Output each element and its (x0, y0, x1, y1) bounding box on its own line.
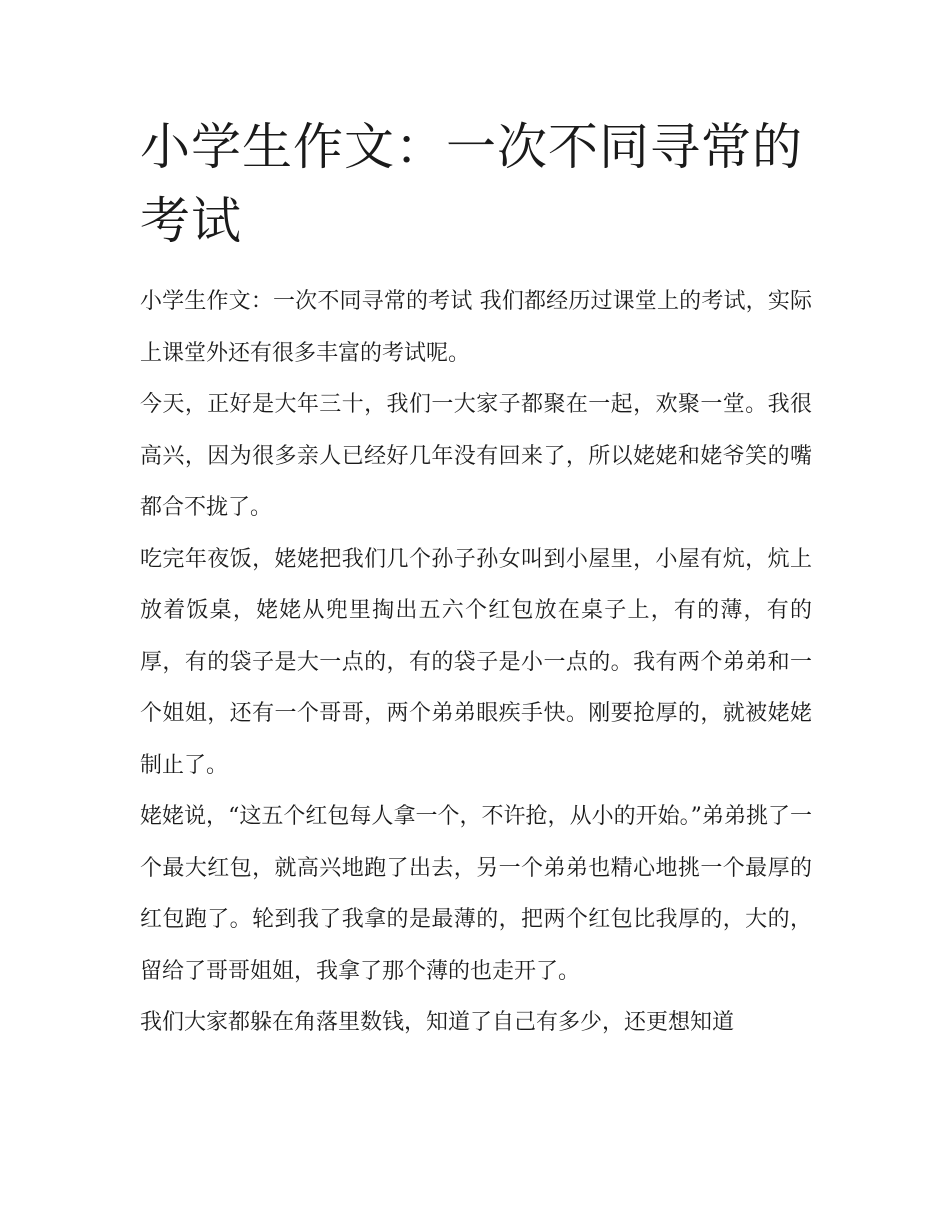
paragraph-new-year-eve: 今天，正好是大年三十，我们一大家子都聚在一起，欢聚一堂。我很高兴，因为很多亲人已经好几年没有回来了，所以姥姥和姥爷笑的嘴都合不拢了。 (140, 392, 812, 520)
paragraph-counting-money: 我们大家都躲在角落里数钱，知道了自己有多少，还更想知道 (140, 1010, 735, 1035)
document-body (140, 110, 812, 1049)
paragraph-intro: 小学生作文：一次不同寻常的考试 我们都经历过课堂上的考试，实际上课堂外还有很多丰富的考试呢。 (140, 289, 812, 366)
paragraph-grandma-says: 姥姥说，“这五个红包每人拿一个，不许抢，从小的开始。”弟弟挑了一个最大红包，就高兴地跑了出去，另一个弟弟也精心地挑一个最厚的红包跑了。轮到我了我拿的是最薄的，把两个红包比我厚的，大的，留给了哥哥姐姐，我拿了那个薄的也走开了。 (140, 804, 812, 984)
document-title: 小学生作文：一次不同寻常的考试 (140, 118, 803, 250)
paragraph-red-envelopes: 吃完年夜饭，姥姥把我们几个孙子孙女叫到小屋里，小屋有炕，炕上放着饭桌，姥姥从兜里掏出五六个红包放在桌子上，有的薄，有的厚，有的袋子是大一点的，有的袋子是小一点的。我有两个弟弟和一个姐姐，还有一个哥哥，两个弟弟眼疾手快。刚要抢厚的，就被姥姥制止了。 (140, 546, 812, 778)
